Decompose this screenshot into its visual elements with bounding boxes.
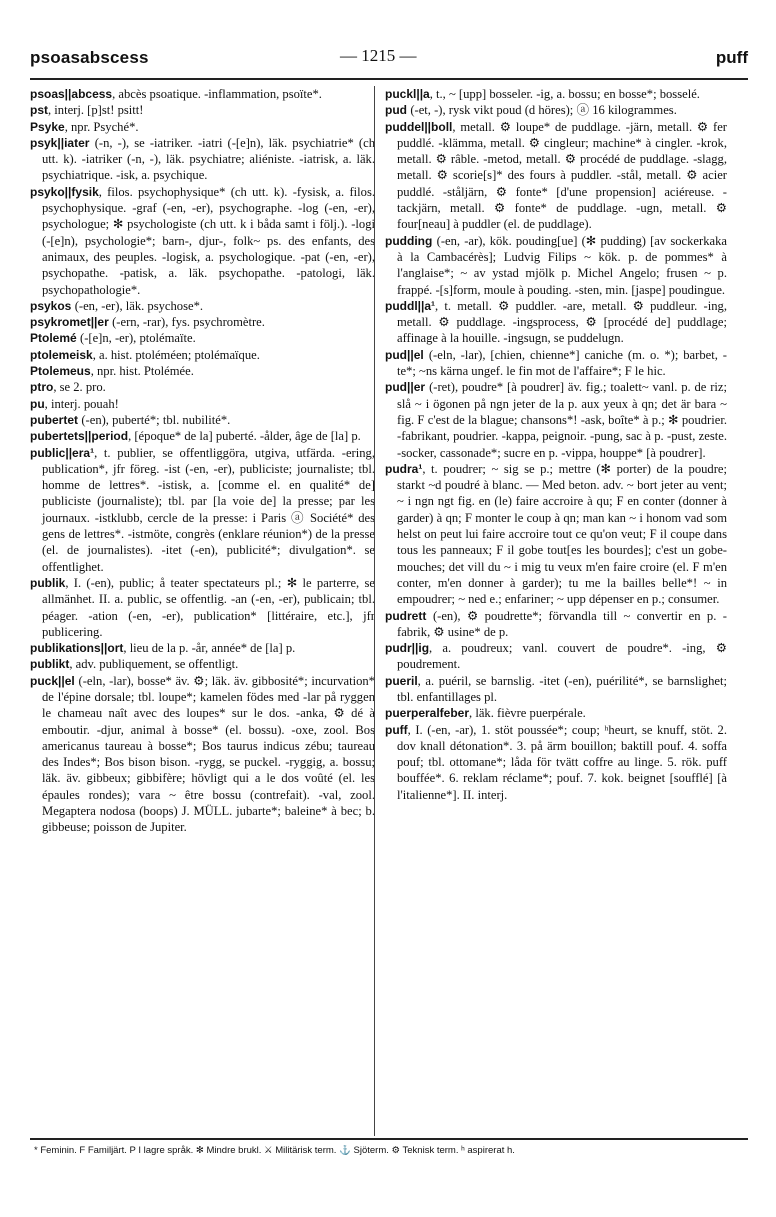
left-guide-word: psoasabscess bbox=[30, 48, 149, 67]
dictionary-entry: puerperalfeber, läk. fièvre puerpérale. bbox=[385, 706, 586, 721]
dictionary-entry: puff, I. (-en, -ar), 1. stöt poussée*; coup; ʰheurt, se knuff, stöt. 2. dov knall détonation*. 3. på ärm bouillon; baktill pouf. 4. soffa pouf; tbl. ottomane*; låda för tvätt coffre au linge. 5. rök. puff bouffée*. 6. reklam réclame*; pouf. 7. kok. beignet [soufflé] [à l'italienne*]. II. interj. bbox=[385, 722, 727, 802]
dictionary-entry: pudra¹, t. poudrer; ~ sig se p.; mettre (✻ porter) de la poudre; starkt ~d poudré à blanc. — Med beton. adv. ~ bort jeter au vent; ~ i ngn ngt fig. en (le) faire accroire à qu; F en conter (donner à garder) à qn; F monter le coup à qn; man kan ~ i honom vad som helst on peut lui faire accroire tout ce qu'on veut; F il coupe dans tous les panneaux; F il gobe tout[es les bourdes]; c'est un gobe-mouches; det vill du ~ i mig tu veux m'en faire croire (el. F m'en conter, m'en donner à garder); tu me la bailles belle*! ~ in empoudrer; ~ ned e.; enfariner; ~ upp dépenser en p.; consumer. bbox=[385, 461, 727, 607]
dictionary-entry: puddl||a¹, t. metall. ⚙ puddler. -are, metall. ⚙ puddleur. -ing, metall. ⚙ puddlage. -ingsprocess, ⚙ [procédé de] puddlage; affinage à la houille. -ingsugn, se puddelugn. bbox=[385, 298, 727, 346]
dictionary-entry: pst, interj. [p]st! psitt! bbox=[30, 103, 144, 118]
dictionary-entry: pudrett (-en), ⚙ poudrette*; förvandla till ~ convertir en p. -fabrik, ⚙ usine* de p. bbox=[385, 608, 727, 639]
right-column bbox=[385, 86, 727, 803]
page-number: — 1215 — bbox=[340, 46, 417, 65]
dictionary-entry: Psyke, npr. Psyché*. bbox=[30, 119, 139, 134]
dictionary-entry: publikt, adv. publiquement, se offentligt. bbox=[30, 657, 239, 672]
dictionary-entry: psykromet||er (-ern, -rar), fys. psychromètre. bbox=[30, 315, 265, 330]
dictionary-entry: pudding (-en, -ar), kök. pouding[ue] (✻ pudding) [av sockerkaka à la Cambacérès]; Ludvig Filips ~ kök. p. de pommes* à l'anglaise*; ~ av ystad mjölk p. Michel Angelo; frusen ~ p. frappé. -[s]form, moule à pouding. -sten, min. [jaspe] poudingue. bbox=[385, 233, 727, 297]
dictionary-entry: pud||el (-eln, -lar), [chien, chienne*] caniche (m. o. *); barbet, -te*; ~ns kärna ungef. le fin mot de l'affaire*; F le hic. bbox=[385, 347, 727, 379]
dictionary-entry: psoas||abcess, abcès psoatique. -inflammation, psoïte*. bbox=[30, 87, 322, 101]
dictionary-entry: puck||el (-eln, -lar), bosse* äv. ⚙; läk. äv. gibbosité*; incurvation* de l'épine dorsale; tbl. loupe*; kamelen födes med -lar på ryggen le chameau naît avec des loupes* sur le dos. -anka, ⚙ dé à emboutir. -djur, animal à bosse* (el. bossu). -oxe, zool. Bos americanus taureau à bosse*; Bos taurus indicus zébu; taureau des Indes*; Bos bison bison. -rygg, se puckel. -ryggig, a. bossu; läk. äv. gibbeux; gibbifère; hövligt qui a le dos voûté (el. les épaules rondes); vara ~ être bossu (contrefait). -val, zool. Megaptera nodosa (boops) J. MÜLL. jubarte*; baleine* à bec; b. gibbeuse; poisson de Jupiter. bbox=[30, 673, 375, 835]
dictionary-entry: puckl||a, t., ~ [upp] bosseler. -ig, a. bossu; en bosse*; bosselé. bbox=[385, 87, 700, 101]
page-header bbox=[30, 44, 748, 70]
dictionary-entry: ptolemeisk, a. hist. ptoléméen; ptolémaïque. bbox=[30, 347, 260, 362]
dictionary-entry: public||era¹, t. publier, se offentliggöra, utgiva, utfärda. -ering, publication*, jfr föreg. -ist (-en, -er), publiciste; journaliste; tbl. homme de lettres*. -istisk, a. [comme el. en qualité* de] publiciste (journaliste); tbl. par [la voie de] la presse; par les journaux. -istklubb, cercle de la presse: i Paris ⓐ Société* des gens de lettres*. -istmöte, congrès (enklare réunion*) de la presse (el. de journalistes). -itet (-en), publicité*; divulgation*. se offentlighet. bbox=[30, 445, 375, 574]
dictionary-entry: pueril, a. puéril, se barnslig. -itet (-en), puérilité*, se barnslighet; tbl. enfantillages pl. bbox=[385, 673, 727, 704]
column-divider bbox=[374, 86, 375, 1136]
left-column bbox=[30, 86, 375, 836]
dictionary-entry: psyk||iater (-n, -), se -iatriker. -iatri (-[e]n), läk. psychiatrie* (ch utt. k). -iatriker (-n, -), läk. psychiatre; aliéniste. -iatrisk, a. läk. psychiatrique. -isk, a. psychique. bbox=[30, 135, 375, 183]
right-guide-word: puff bbox=[715, 48, 748, 67]
dictionary-entry: publikations||ort, lieu de la p. -år, année* de [la] p. bbox=[30, 641, 296, 656]
dictionary-entry: ptro, se 2. pro. bbox=[30, 380, 106, 395]
dictionary-entry: psyko||fysik, filos. psychophysique* (ch utt. k). -fysisk, a. filos. psychophysique. -graf (-en, -er), psychographe. -log (-en, -er), psychologue; ✻ psychologiste (ch utt. k i båda samt i följ.). -logi (-[e]n), psychologie*; barn-, djur-, folk~ ps. des enfants, des animaux, des peuples. -logisk, a. psychologique. -pat (-en, -er), psychopathe. -patisk, a. läk. psychopathe. -patologi, läk. psychopathologie*. bbox=[30, 184, 375, 297]
dictionary-entry: pudr||ig, a. poudreux; vanl. couvert de poudre*. -ing, ⚙ poudrement. bbox=[385, 641, 727, 672]
dictionary-entry: pud||er (-ret), poudre* [à poudrer] äv. fig.; toalett~ vanl. p. de riz; slå ~ i ögonen på ngn jeter de la p. aux yeux à qn; det är bara ~ fig. F c'est de la blague; chansons*! -ask, boîte* à p.; ✻ poudrier. -fabrikant, poudrier. -kappa, peignoir. -pung, sac à p. -pust, zeste. -socker, cassonade*; sucre en p. -vippa, houppe* [à poudrer]. bbox=[385, 380, 727, 460]
dictionary-entry: pubertets||period, [époque* de la] puberté. -ålder, âge de [la] p. bbox=[30, 429, 361, 444]
header-rule bbox=[30, 78, 748, 80]
dictionary-entry: Ptolemeus, npr. hist. Ptolémée. bbox=[30, 364, 194, 379]
dictionary-entry: psykos (-en, -er), läk. psychose*. bbox=[30, 298, 204, 313]
dictionary-entry: puddel||boll, metall. ⚙ loupe* de puddlage. -järn, metall. ⚙ fer puddlé. -klämma, metall. ⚙ cingleur; machine* à cingler. -krok, metall. ⚙ râble. -metod, metall. ⚙ procédé de puddlage. -slagg, metall. ⚙ scorie[s]* des fours à puddler. -stål, metall. ⚙ acier puddlé. -ståljärn, ⚙ fonte* [d'une propension] aciéreuse. -tackjärn, metall. ⚙ fonte* de puddlage. -ugn, metall. ⚙ four[neau] à puddler (el. de puddlage). bbox=[385, 119, 727, 232]
footer-rule bbox=[30, 1138, 748, 1140]
dictionary-entry: Ptolemé (-[e]n, -er), ptolémaïte. bbox=[30, 331, 196, 346]
dictionary-entry: pu, interj. pouah! bbox=[30, 396, 119, 411]
abbreviation-key: * Feminin. F Familjärt. P I lagre språk. ✻ Mindre brukl. ⚔ Militärisk term. ⚓ Sjöterm. ⚙ Teknisk term. ʰ aspirerat h. bbox=[34, 1145, 515, 1156]
dictionary-entry: pud (-et, -), rysk vikt poud (d höres); ⓐ 16 kilogrammes. bbox=[385, 103, 677, 118]
dictionary-entry: publik, I. (-en), public; å teater spectateurs pl.; ✻ le parterre, se allmänhet. II. a. public, se offentlig. -an (-en, -er), publicain; tbl. péager. -ation (-en, -er), publication* [littéraire, etc.], jfr publicering. bbox=[30, 575, 375, 639]
dictionary-entry: pubertet (-en), puberté*; tbl. nubilité*. bbox=[30, 412, 231, 427]
